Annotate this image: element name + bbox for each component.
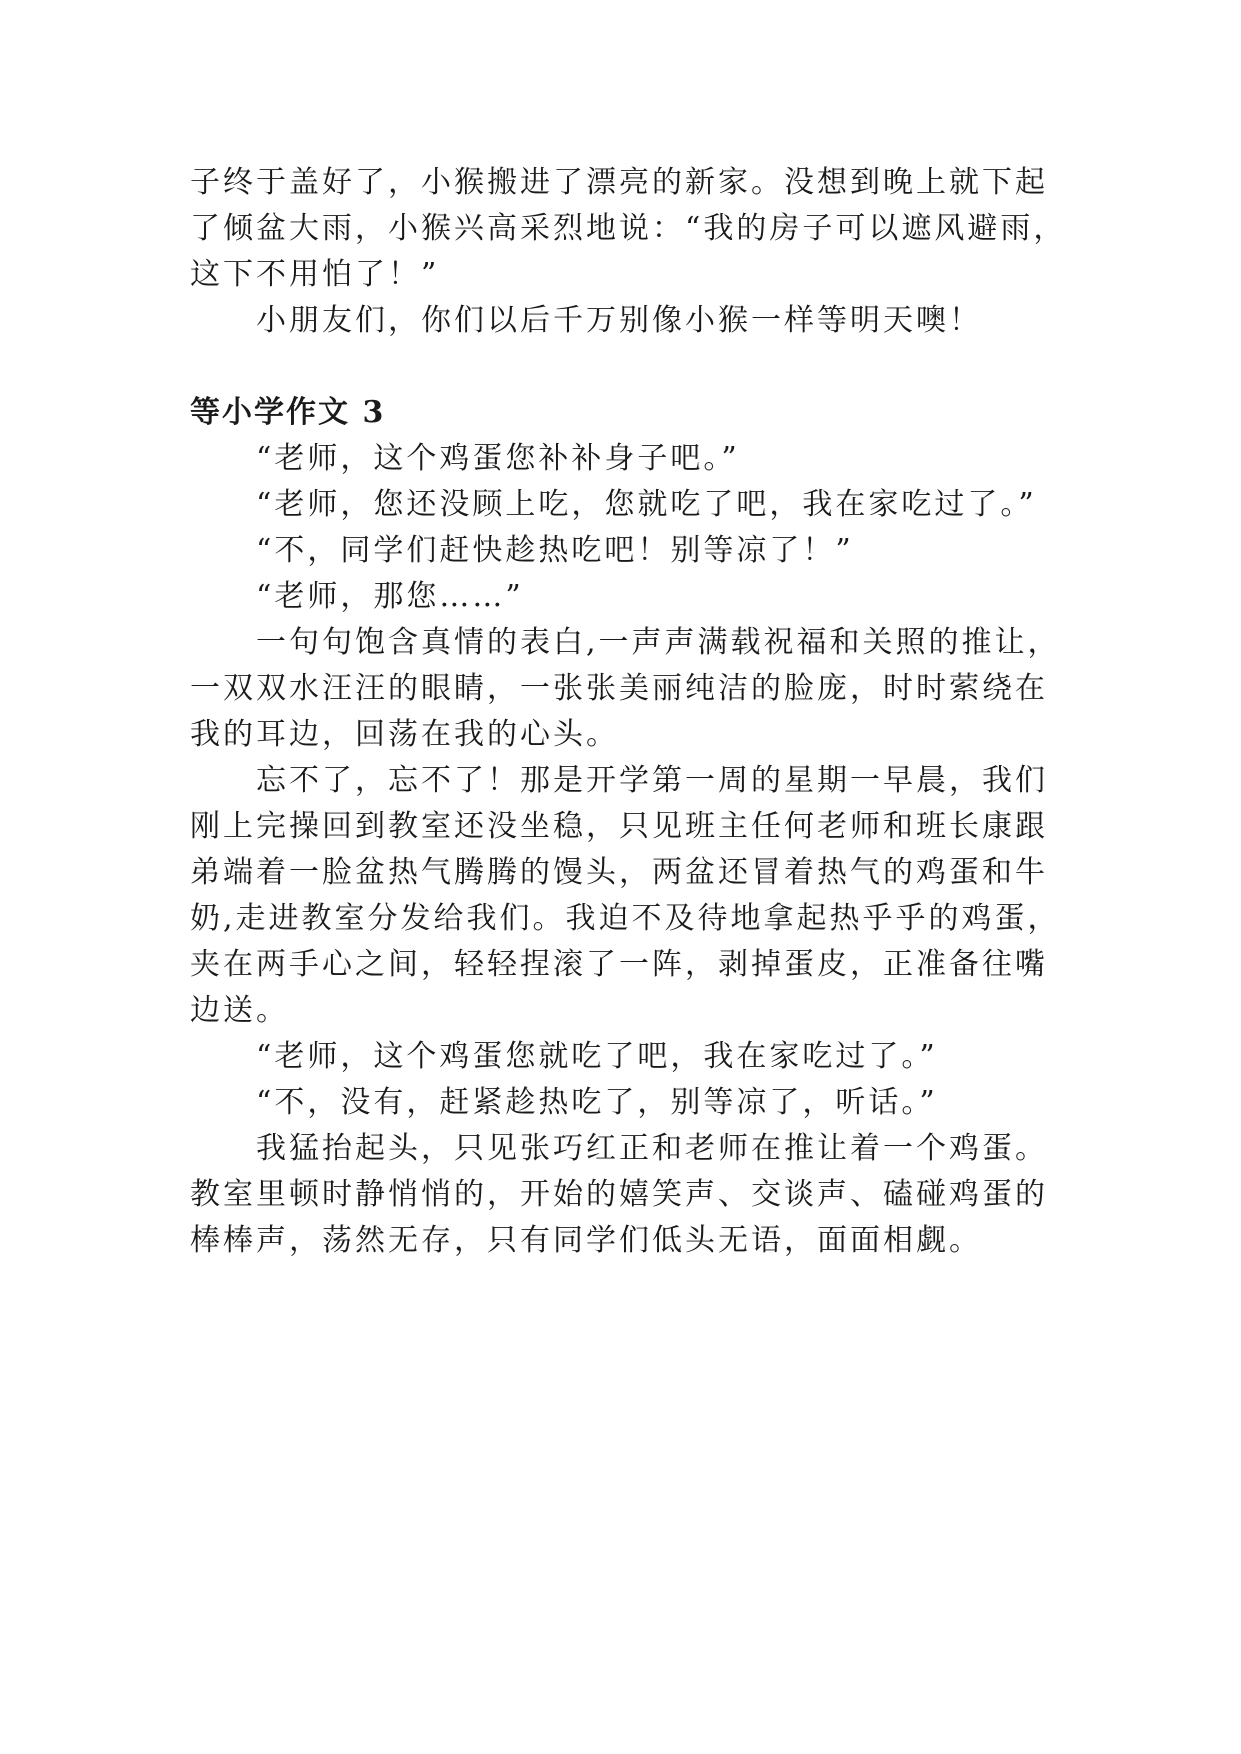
paragraph-5: 一句句饱含真情的表白,一声声满载祝福和关照的推让，一双双水汪汪的眼睛，一张张美丽纯洁的脸庞，时时萦绕在我的耳边，回荡在我的心头。 [190, 625, 1061, 752]
document-body [190, 160, 1070, 1264]
paragraph-6: 忘不了，忘不了！那是开学第一周的星期一早晨，我们刚上完操回到教室还没坐稳，只见班主任何老师和班长康跟弟端着一脸盆热气腾腾的馒头，两盆还冒着热气的鸡蛋和牛奶,走进教室分发给我们。我迫不及待地拿起热乎乎的鸡蛋，夹在两手心之间，轻轻捏滚了一阵，剥掉蛋皮，正准备往嘴边送。 [190, 763, 1061, 1028]
paragraph-4: “老师，那您……” [256, 579, 524, 614]
section-title: 等小学作文 3 [190, 395, 386, 430]
paragraph-7: “老师，这个鸡蛋您就吃了吧，我在家吃过了。” [256, 1039, 938, 1074]
paragraph-8: “不，没有，赶紧趁热吃了，别等凉了，听话。” [256, 1085, 938, 1120]
section-gap [190, 344, 1070, 390]
intro-paragraph-1: 子终于盖好了，小猴搬进了漂亮的新家。没想到晚上就下起了倾盆大雨，小猴兴高采烈地说：“我的房子可以遮风避雨，这下不用怕了！” [190, 165, 1067, 292]
paragraph-3: “不，同学们赶快趁热吃吧！别等凉了！” [256, 533, 854, 568]
paragraph-9: 我猛抬起头，只见张巧红正和老师在推让着一个鸡蛋。教室里顿时静悄悄的，开始的嬉笑声、交谈声、磕碰鸡蛋的棒棒声，荡然无存，只有同学们低头无语，面面相觑。 [190, 1131, 1048, 1258]
intro-paragraph-2: 小朋友们，你们以后千万别像小猴一样等明天噢！ [256, 303, 982, 338]
paragraph-2: “老师，您还没顾上吃，您就吃了吧，我在家吃过了。” [256, 487, 1037, 522]
paragraph-1: “老师，这个鸡蛋您补补身子吧。” [256, 441, 740, 476]
